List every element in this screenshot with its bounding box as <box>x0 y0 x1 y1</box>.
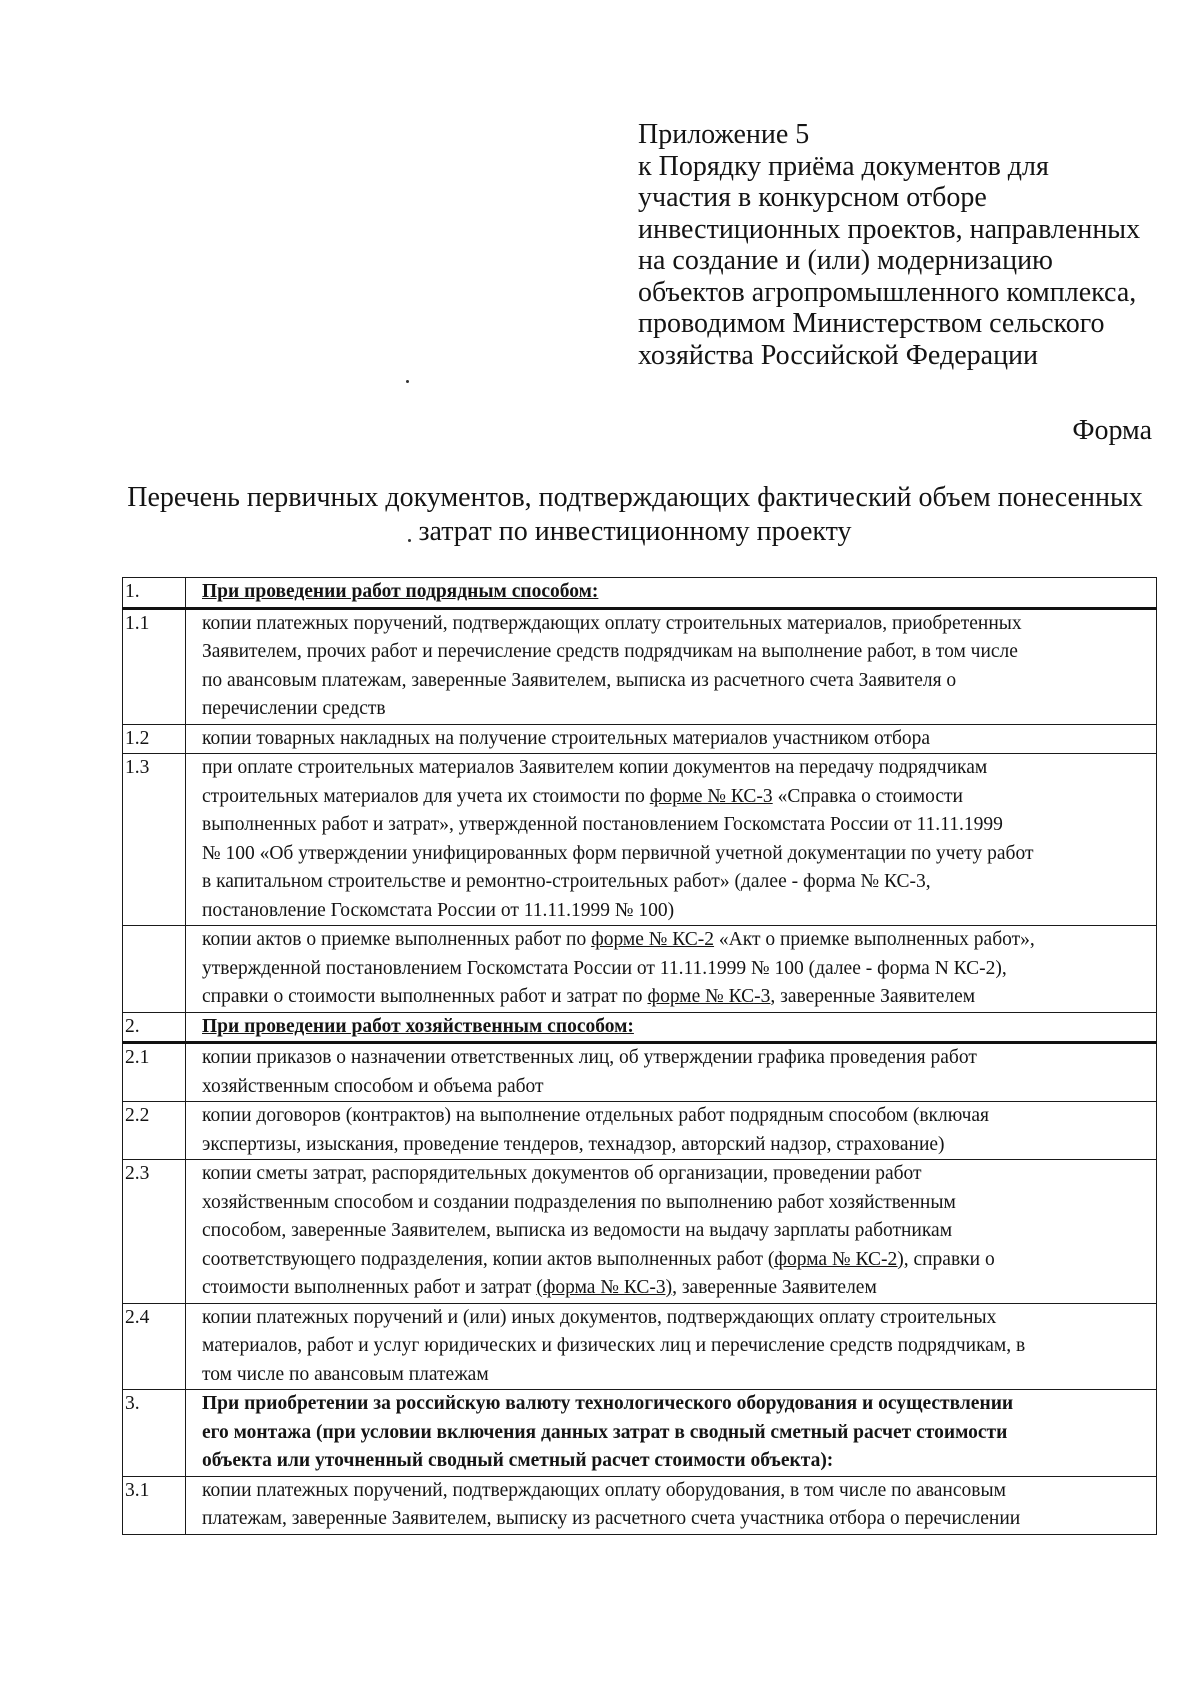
row-number: 2.3 <box>123 1160 186 1304</box>
description-line: копии платежных поручений и (или) иных документов, подтверждающих оплату строительных <box>202 1306 997 1328</box>
description-line: При приобретении за российскую валюту технологического оборудования и осуществлении <box>202 1393 1014 1414</box>
description-line: том числе по авансовым платежам <box>202 1363 489 1385</box>
table-row <box>123 1043 1157 1102</box>
description-line: объекта или уточненный сводный сметный расчет стоимости объекта): <box>202 1450 834 1471</box>
description-line: стоимости выполненных работ и затрат (форма № КС-3), заверенные Заявителем <box>202 1277 877 1298</box>
document-title <box>100 481 1170 549</box>
table-row <box>123 578 1157 609</box>
row-number: 3. <box>123 1390 186 1477</box>
description-line: утвержденной постановлением Госкомстата России от 11.11.1999 № 100 (далее - форма N КС-2), <box>202 957 1007 979</box>
description-line: перечислении средств <box>202 698 386 719</box>
description-line: в капитальном строительстве и ремонтно-строительных работ» (далее - форма № КС-3, <box>202 871 931 892</box>
row-number: 1. <box>123 578 186 609</box>
documents-table <box>122 577 1157 1535</box>
table-row <box>123 1012 1157 1043</box>
description-line: При проведении работ подрядным способом: <box>202 581 599 602</box>
row-description <box>186 724 1157 754</box>
annex-header <box>638 119 1178 371</box>
description-line: копии товарных накладных на получение строительных материалов участником отбора <box>202 727 931 749</box>
row-number: 3.1 <box>123 1476 186 1534</box>
annex-line: проводимом Министерством сельского <box>638 308 1105 339</box>
description-line: копии приказов о назначении ответственных лиц, об утверждении графика проведения работ <box>202 1047 977 1068</box>
description-line: копии сметы затрат, распорядительных документов об организации, проведении работ <box>202 1163 922 1184</box>
table-row <box>123 608 1157 724</box>
table-row <box>123 926 1157 1013</box>
scan-speck <box>406 380 409 383</box>
row-number: 2. <box>123 1012 186 1043</box>
description-line: материалов, работ и услуг юридических и физических лиц и перечисление средств подрядчикам, в <box>202 1335 1026 1356</box>
row-description <box>186 608 1157 724</box>
description-line: его монтажа (при условии включения данных затрат в сводный сметный расчет стоимости <box>202 1421 1008 1443</box>
row-number <box>123 926 186 1013</box>
row-number: 2.4 <box>123 1303 186 1390</box>
scan-speck <box>408 539 411 542</box>
description-line: хозяйственным способом и создании подразделения по выполнению работ хозяйственным <box>202 1191 956 1213</box>
annex-line: участия в конкурсном отборе <box>638 182 987 213</box>
description-line: копии договоров (контрактов) на выполнение отдельных работ подрядным способом (включая <box>202 1105 989 1126</box>
row-description <box>186 1102 1157 1160</box>
form-reference: форме № КС-2 <box>591 929 715 950</box>
row-description <box>186 1160 1157 1304</box>
description-line: копии платежных поручений, подтверждающих оплату оборудования, в том числе по авансовым <box>202 1479 1006 1501</box>
description-line: платежам, заверенные Заявителем, выписку из расчетного счета участника отбора о перечислении <box>202 1508 1021 1529</box>
form-reference: (форма № КС-3) <box>536 1277 673 1298</box>
description-line: выполненных работ и затрат», утвержденной постановлением Госкомстата России от 11.11.1999 <box>202 814 1003 835</box>
table-row <box>123 724 1157 754</box>
row-description <box>186 1012 1157 1043</box>
row-number: 1.3 <box>123 754 186 926</box>
row-number: 1.2 <box>123 724 186 754</box>
description-line: Заявителем, прочих работ и перечисление средств подрядчикам на выполнение работ, в том числе <box>202 641 1018 662</box>
row-description <box>186 1303 1157 1390</box>
row-number: 1.1 <box>123 608 186 724</box>
table-row <box>123 1390 1157 1477</box>
description-line: № 100 «Об утверждении унифицированных форм первичной учетной документации по учету работ <box>202 842 1034 864</box>
description-line: способом, заверенные Заявителем, выписка из ведомости на выдачу зарплаты работникам <box>202 1220 953 1241</box>
title-line: затрат по инвестиционному проекту <box>418 516 852 547</box>
row-number: 2.1 <box>123 1043 186 1102</box>
annex-line: к Порядку приёма документов для <box>638 150 1049 182</box>
description-line: хозяйственным способом и объема работ <box>202 1075 544 1097</box>
description-line: экспертизы, изыскания, проведение тендеров, технадзор, авторский надзор, страхование) <box>202 1133 945 1155</box>
row-number: 2.2 <box>123 1102 186 1160</box>
annex-line: объектов агропромышленного комплекса, <box>638 276 1137 308</box>
form-reference: форме № КС-3 <box>649 785 773 807</box>
description-line: при оплате строительных материалов Заявителем копии документов на передачу подрядчикам <box>202 757 988 778</box>
form-reference: форме № КС-3 <box>647 986 771 1007</box>
annex-title: Приложение 5 <box>638 119 810 150</box>
description-line: При проведении работ хозяйственным способом: <box>202 1015 634 1037</box>
row-description <box>186 578 1157 609</box>
description-line: строительных материалов для учета их стоимости по форме № КС-3 «Справка о стоимости <box>202 785 963 807</box>
table-row <box>123 754 1157 926</box>
row-description <box>186 1390 1157 1477</box>
row-description <box>186 1043 1157 1102</box>
description-line: соответствующего подразделения, копии актов выполненных работ (форма № КС-2), справки о <box>202 1248 995 1270</box>
annex-line: инвестиционных проектов, направленных <box>638 213 1141 245</box>
description-line: справки о стоимости выполненных работ и затрат по форме № КС-3, заверенные Заявителем <box>202 986 976 1007</box>
row-description <box>186 926 1157 1013</box>
title-line: Перечень первичных документов, подтверждающих фактический объем понесенных <box>127 482 1143 513</box>
table-row <box>123 1303 1157 1390</box>
table-row <box>123 1160 1157 1304</box>
description-line: по авансовым платежам, заверенные Заявителем, выписка из расчетного счета Заявителя о <box>202 669 957 691</box>
description-line: копии платежных поручений, подтверждающих оплату строительных материалов, приобретенных <box>202 612 1022 634</box>
form-label: Форма <box>1072 415 1152 446</box>
form-reference: (форма № КС-2) <box>767 1248 904 1270</box>
description-line: копии актов о приемке выполненных работ по форме № КС-2 «Акт о приемке выполненных работ», <box>202 929 1035 950</box>
table-row <box>123 1476 1157 1534</box>
table-row <box>123 1102 1157 1160</box>
row-description <box>186 754 1157 926</box>
annex-line: на создание и (или) модернизацию <box>638 245 1053 276</box>
row-description <box>186 1476 1157 1534</box>
annex-line: хозяйства Российской Федерации <box>638 339 1039 371</box>
description-line: постановление Госкомстата России от 11.11.1999 № 100) <box>202 899 675 921</box>
